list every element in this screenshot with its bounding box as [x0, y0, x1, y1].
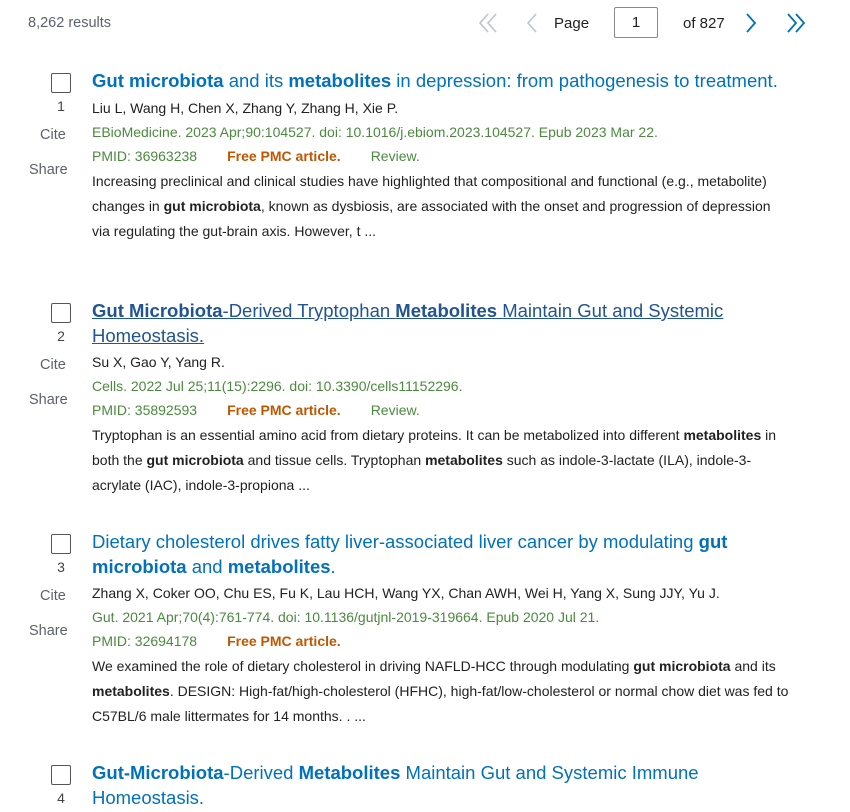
cite-button[interactable]: Cite: [40, 588, 66, 604]
double-chevron-right-icon[interactable]: [782, 8, 810, 38]
free-pmc-badge: Free PMC article.: [227, 147, 341, 164]
review-badge: Review.: [370, 402, 420, 418]
share-button[interactable]: Share: [29, 162, 68, 178]
review-badge: Review.: [370, 147, 420, 164]
article-authors: Su X, Gao Y, Yang R.: [92, 354, 225, 370]
article-title-link[interactable]: Gut Microbiota-Derived Tryptophan Metabolites Maintain Gut and Systemic Homeostasis.: [92, 300, 724, 346]
article-snippet: We examined the role of dietary cholesterol in driving NAFLD-HCC through modulating gut microbiota and its metabolites. DESIGN: High-fat/high-cholesterol (HFHC), high-fat/low-cholesterol or normal chow diet was fed to C57BL/6 male littermates for 14 months. . ...: [92, 658, 789, 724]
article-citation: Cells. 2022 Jul 25;11(15):2296. doi: 10.3390/cells11152296.: [92, 378, 463, 394]
article-number: 1: [57, 98, 65, 114]
article-citation: EBioMedicine. 2023 Apr;90:104527. doi: 10.1016/j.ebiom.2023.104527. Epub 2023 Mar 22.: [92, 123, 658, 140]
article-number: 2: [57, 328, 65, 344]
article-number: 4: [57, 790, 65, 806]
article-meta: [92, 400, 792, 420]
article-snippet: Increasing preclinical and clinical studies have highlighted that compositional and functional (e.g., metabolite) changes in gut microbiota, known as dysbiosis, are associated with the onset and progression of depression via regulating the gut-brain axis. However, t ...: [92, 172, 771, 239]
article-meta: [92, 631, 792, 651]
results-toolbar: [0, 0, 850, 48]
article-snippet: Tryptophan is an essential amino acid from dietary proteins. It can be metabolized into different metabolites in both the gut microbiota and tissue cells. Tryptophan metabolites such as indole-3-lactate (ILA), indole-3-acrylate (IAC), indole-3-propiona ...: [92, 427, 777, 493]
article-pmid: PMID: 32694178: [92, 633, 198, 649]
article-checkbox[interactable]: [51, 73, 71, 93]
cite-button[interactable]: Cite: [40, 127, 66, 143]
article-checkbox[interactable]: [51, 303, 71, 323]
free-pmc-badge: Free PMC article.: [227, 402, 341, 418]
article-pmid: PMID: 36963238: [92, 147, 198, 164]
article-authors: Liu L, Wang H, Chen X, Zhang Y, Zhang H, Xie P.: [92, 99, 399, 116]
article-number: 3: [57, 559, 65, 575]
share-button[interactable]: Share: [29, 623, 68, 639]
free-pmc-badge: Free PMC article.: [227, 633, 341, 649]
article-pmid: PMID: 35892593: [92, 402, 198, 418]
share-button[interactable]: Share: [29, 392, 68, 408]
cite-button[interactable]: Cite: [40, 357, 66, 373]
article-title-link[interactable]: Gut-Microbiota-Derived Metabolites Maintain Gut and Systemic Immune Homeostasis.: [92, 762, 699, 808]
article-checkbox[interactable]: [51, 534, 71, 554]
chevron-left-icon[interactable]: [518, 8, 546, 38]
double-chevron-left-icon[interactable]: [474, 8, 502, 38]
page-total-label: of 827: [683, 15, 725, 32]
article-checkbox[interactable]: [51, 765, 71, 785]
article-title-link[interactable]: Gut microbiota and its metabolites in depression: from pathogenesis to treatment.: [92, 70, 778, 91]
article-meta: [92, 146, 792, 166]
page-label: Page: [554, 15, 590, 32]
chevron-right-icon[interactable]: [737, 8, 765, 38]
page-number-input[interactable]: [614, 7, 658, 38]
article-authors: Zhang X, Coker OO, Chu ES, Fu K, Lau HCH, Wang YX, Chan AWH, Wei H, Yang X, Sung JJY, Yu J.: [92, 585, 720, 601]
article-title-link[interactable]: Dietary cholesterol drives fatty liver-associated liver cancer by modulating gut microbiota and metabolites.: [92, 531, 728, 577]
article-citation: Gut. 2021 Apr;70(4):761-774. doi: 10.1136/gutjnl-2019-319664. Epub 2020 Jul 21.: [92, 609, 600, 625]
results-count: 8,262 results: [28, 15, 112, 31]
